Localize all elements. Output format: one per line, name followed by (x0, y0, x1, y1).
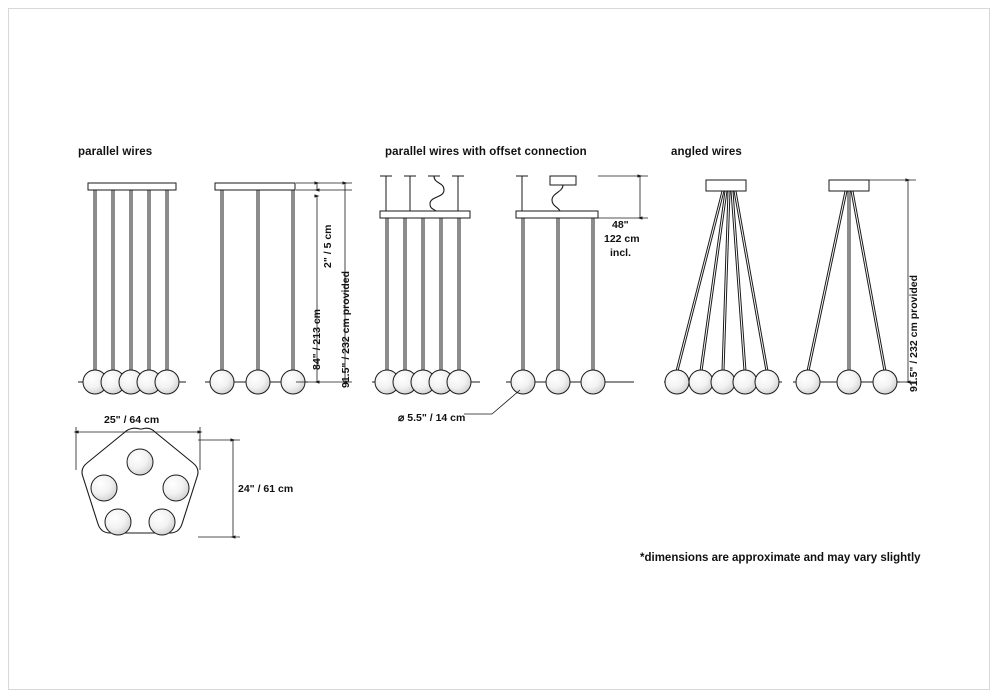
dimension-offset-drop-note: incl. (610, 247, 632, 259)
dimension-lines-parallel (296, 183, 352, 382)
elevation-angled-right (793, 180, 900, 394)
section-title-angled-wires: angled wires (671, 146, 742, 158)
dimension-canopy-thickness: 2" / 5 cm (322, 224, 334, 268)
dimension-drop-length: 84" / 213 cm (311, 308, 323, 370)
dimension-globe-diameter: ⌀ 5.5" / 14 cm (398, 412, 466, 424)
dimension-plan-width: 25" / 64 cm (104, 414, 160, 426)
dimension-offset-drop-imperial: 48" (612, 219, 629, 231)
elevation-offset-right (506, 176, 634, 394)
dimension-plan-height: 24" / 61 cm (238, 483, 294, 495)
elevation-angled-left (664, 180, 782, 394)
dimension-lines-offset (598, 176, 648, 218)
leader-globe-diameter (464, 390, 520, 414)
elevation-offset-left (372, 176, 480, 394)
footnote-dimensions-approximate: *dimensions are approximate and may vary slightly (640, 552, 921, 564)
dimension-cord-provided: 91.5" / 232 cm provided (340, 270, 352, 388)
section-title-parallel-wires-offset: parallel wires with offset connection (385, 146, 587, 158)
dimension-lines-angled (869, 180, 916, 382)
dimension-offset-drop-metric: 122 cm (604, 233, 640, 245)
section-title-parallel-wires: parallel wires (78, 146, 153, 158)
elevation-parallel-right (205, 183, 308, 394)
dimension-angled-cord-provided: 91.5" / 232 cm provided (908, 274, 920, 392)
elevation-parallel-left (78, 183, 186, 394)
plan-view-pentagon (82, 428, 198, 535)
